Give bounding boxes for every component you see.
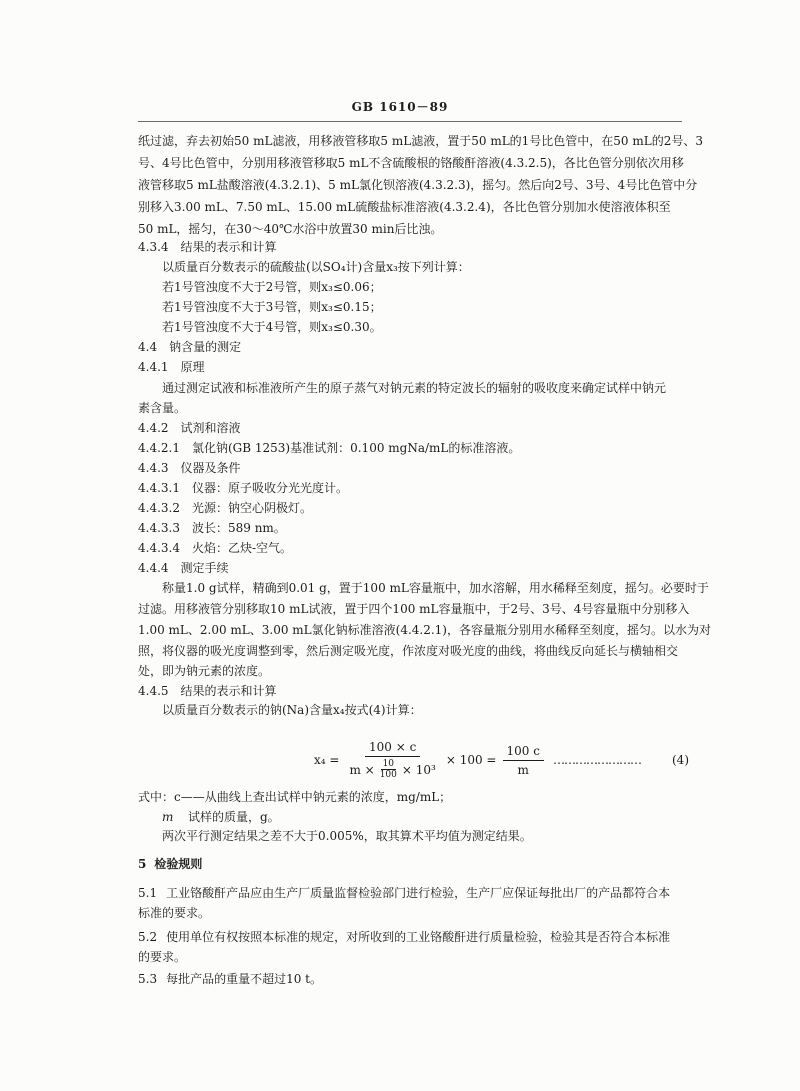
- formula-where-m: [162, 809, 280, 825]
- section-heading-4-4-2: [138, 420, 241, 436]
- section-title: 仪器：原子吸收分光光度计。: [191, 481, 348, 495]
- section-number: 4.4.4: [138, 561, 169, 575]
- section-number: 4.3.4: [138, 240, 169, 254]
- paragraph-line: 素含量。: [138, 401, 187, 415]
- symbol-m-description: 试样的质量，g。: [188, 810, 280, 824]
- paragraph-line: 以质量百分数表示的钠(Na)含量x₄按式(4)计算：: [162, 703, 422, 717]
- clause-text: 使用单位有权按照本标准的规定，对所收到的工业铬酸酐进行质量检验，检验其是否符合本标准: [166, 930, 671, 944]
- section-heading-4-4-4: [138, 560, 229, 576]
- section-title: 火焰：乙炔-空气。: [191, 541, 293, 555]
- section-number: 4.4.2: [138, 421, 169, 435]
- clause-text: 工业铬酸酐产品应由生产厂质量监督检验部门进行检验，生产厂应保证每批出厂的产品都符合本: [166, 886, 671, 900]
- paragraph-line: 的要求。: [138, 950, 187, 964]
- section-title: 测定手续: [180, 561, 229, 575]
- page-header-code: GB 1610－89: [351, 100, 449, 114]
- section-title: 仪器及条件: [180, 461, 241, 475]
- formula-inner-fraction: [378, 759, 399, 780]
- section-number: 4.4.3.3: [138, 521, 180, 535]
- formula-mid: × 100 =: [445, 753, 497, 767]
- section-title: 钠含量的测定: [169, 340, 242, 354]
- formula-den-part: × 10³: [401, 762, 436, 777]
- section-heading-5: [138, 856, 202, 872]
- paragraph-line: 纸过滤，弃去初始50 mL滤液，用移液管移取5 mL滤液，置于50 mL的1号比色管中，在50 mL的2号、3: [138, 134, 703, 148]
- section-heading-4-4-2-1: [138, 440, 520, 456]
- section-heading-4-4-3: [138, 460, 241, 476]
- clause-5-1: [138, 885, 670, 901]
- formula-den-part: m ×: [349, 762, 375, 777]
- section-number: 4.4.3: [138, 461, 169, 475]
- section-title: 结果的表示和计算: [180, 684, 277, 698]
- paragraph-line: 50 mL，摇匀，在30～40℃水浴中放置30 min后比浊。: [138, 222, 443, 236]
- section-heading-4-4-3-1: [138, 480, 348, 496]
- paragraph-line: 标准的要求。: [138, 906, 211, 920]
- section-number: 4.4: [138, 340, 158, 354]
- paragraph-line: 号、4号比色管中，分别用移液管移取5 mL不含硫酸根的铬酸酐溶液(4.3.2.5)，各比色管分别依次用移: [138, 156, 684, 170]
- section-number: 5.3: [138, 972, 158, 986]
- paragraph-line: 液管移取5 mL盐酸溶液(4.3.2.1)、5 mL氯化钡溶液(4.3.2.3)，摇匀。然后向2号、3号、4号比色管中分: [138, 178, 698, 192]
- paragraph-line: 若1号管浊度不大于3号管，则x₃≤0.15；: [162, 300, 382, 314]
- section-number: 4.4.2.1: [138, 441, 180, 455]
- inner-denominator: 100: [379, 770, 397, 780]
- formula-denominator: [345, 757, 439, 780]
- section-title: 检验规则: [154, 857, 203, 871]
- section-number: 4.4.3.4: [138, 541, 180, 555]
- paragraph-line: 称量1.0 g试样，精确到0.01 g，置于100 mL容量瓶中，加水溶解，用水稀释至刻度，摇匀。必要时于: [162, 581, 709, 595]
- section-number: 4.4.5: [138, 684, 169, 698]
- section-heading-4-4-1: [138, 359, 205, 375]
- section-title: 试剂和溶液: [180, 421, 241, 435]
- section-title: 结果的表示和计算: [180, 240, 277, 254]
- formula-where-line: 式中：c——从曲线上查出试样中钠元素的浓度，mg/mL；: [138, 790, 452, 804]
- section-heading-4-4-5: [138, 683, 277, 699]
- section-heading-4-4: [138, 339, 241, 355]
- formula-leader-dots: ……………………: [553, 753, 641, 767]
- clause-5-3: [138, 971, 322, 987]
- paragraph-line: 以质量百分数表示的硫酸盐(以SO₄计)含量x₃按下列计算：: [162, 260, 470, 274]
- section-title: 氯化钠(GB 1253)基准试剂：0.100 mgNa/mL的标准溶液。: [191, 441, 521, 455]
- symbol-m: m: [162, 810, 174, 824]
- paragraph-line: 处，即为钠元素的浓度。: [138, 664, 271, 678]
- formula-4: [314, 740, 544, 780]
- section-title: 波长：589 nm。: [191, 521, 286, 535]
- paragraph-line: 若1号管浊度不大于4号管，则x₃≤0.30。: [162, 320, 382, 334]
- formula-number: (4): [672, 753, 689, 767]
- section-number: 5.1: [138, 886, 158, 900]
- paragraph-line: 过滤。用移液管分别移取10 mL试液，置于四个100 mL容量瓶中，于2号、3号、4号容量瓶中分别移入: [138, 602, 690, 616]
- clause-5-2: [138, 929, 670, 945]
- section-number: 5: [138, 857, 147, 871]
- inner-numerator: 10: [382, 759, 395, 769]
- section-title: 光源：钠空心阴极灯。: [191, 501, 312, 515]
- section-heading-4-4-3-4: [138, 540, 292, 556]
- paragraph-line: 照，将仪器的吸光度调整到零，然后测定吸光度，作浓度对吸光度的曲线，将曲线反向延长与横轴相交: [138, 644, 679, 658]
- formula-fraction-result: [503, 744, 544, 777]
- paragraph-line: 1.00 mL、2.00 mL、3.00 mL氯化钠标准溶液(4.4.2.1)，各容量瓶分别用水稀释至刻度，摇匀。以水为对: [138, 623, 711, 637]
- header-rule: [138, 121, 682, 122]
- section-title: 原理: [180, 360, 205, 374]
- paragraph-line: 两次平行测定结果之差不大于0.005%，取其算术平均值为测定结果。: [162, 829, 532, 843]
- clause-text: 每批产品的重量不超过10 t。: [166, 972, 323, 986]
- formula-lhs: x₄ =: [314, 753, 340, 767]
- paragraph-line: 若1号管浊度不大于2号管，则x₃≤0.06；: [162, 280, 382, 294]
- formula-numerator: 100 c: [503, 744, 544, 761]
- section-heading-4-3-4: [138, 239, 277, 255]
- section-number: 4.4.3.2: [138, 501, 180, 515]
- section-number: 5.2: [138, 930, 158, 944]
- formula-numerator: 100 × c: [365, 740, 420, 757]
- section-heading-4-4-3-3: [138, 520, 286, 536]
- paragraph-line: 通过测定试液和标准液所产生的原子蒸气对钠元素的特定波长的辐射的吸收度来确定试样中钠元: [162, 381, 667, 395]
- formula-fraction-main: [345, 740, 439, 780]
- formula-denominator: m: [517, 762, 529, 777]
- paragraph-line: 别移入3.00 mL、7.50 mL、15.00 mL硫酸盐标准溶液(4.3.2.4)，各比色管分别加水使溶液体积至: [138, 200, 671, 214]
- section-number: 4.4.1: [138, 360, 169, 374]
- section-number: 4.4.3.1: [138, 481, 180, 495]
- section-heading-4-4-3-2: [138, 500, 312, 516]
